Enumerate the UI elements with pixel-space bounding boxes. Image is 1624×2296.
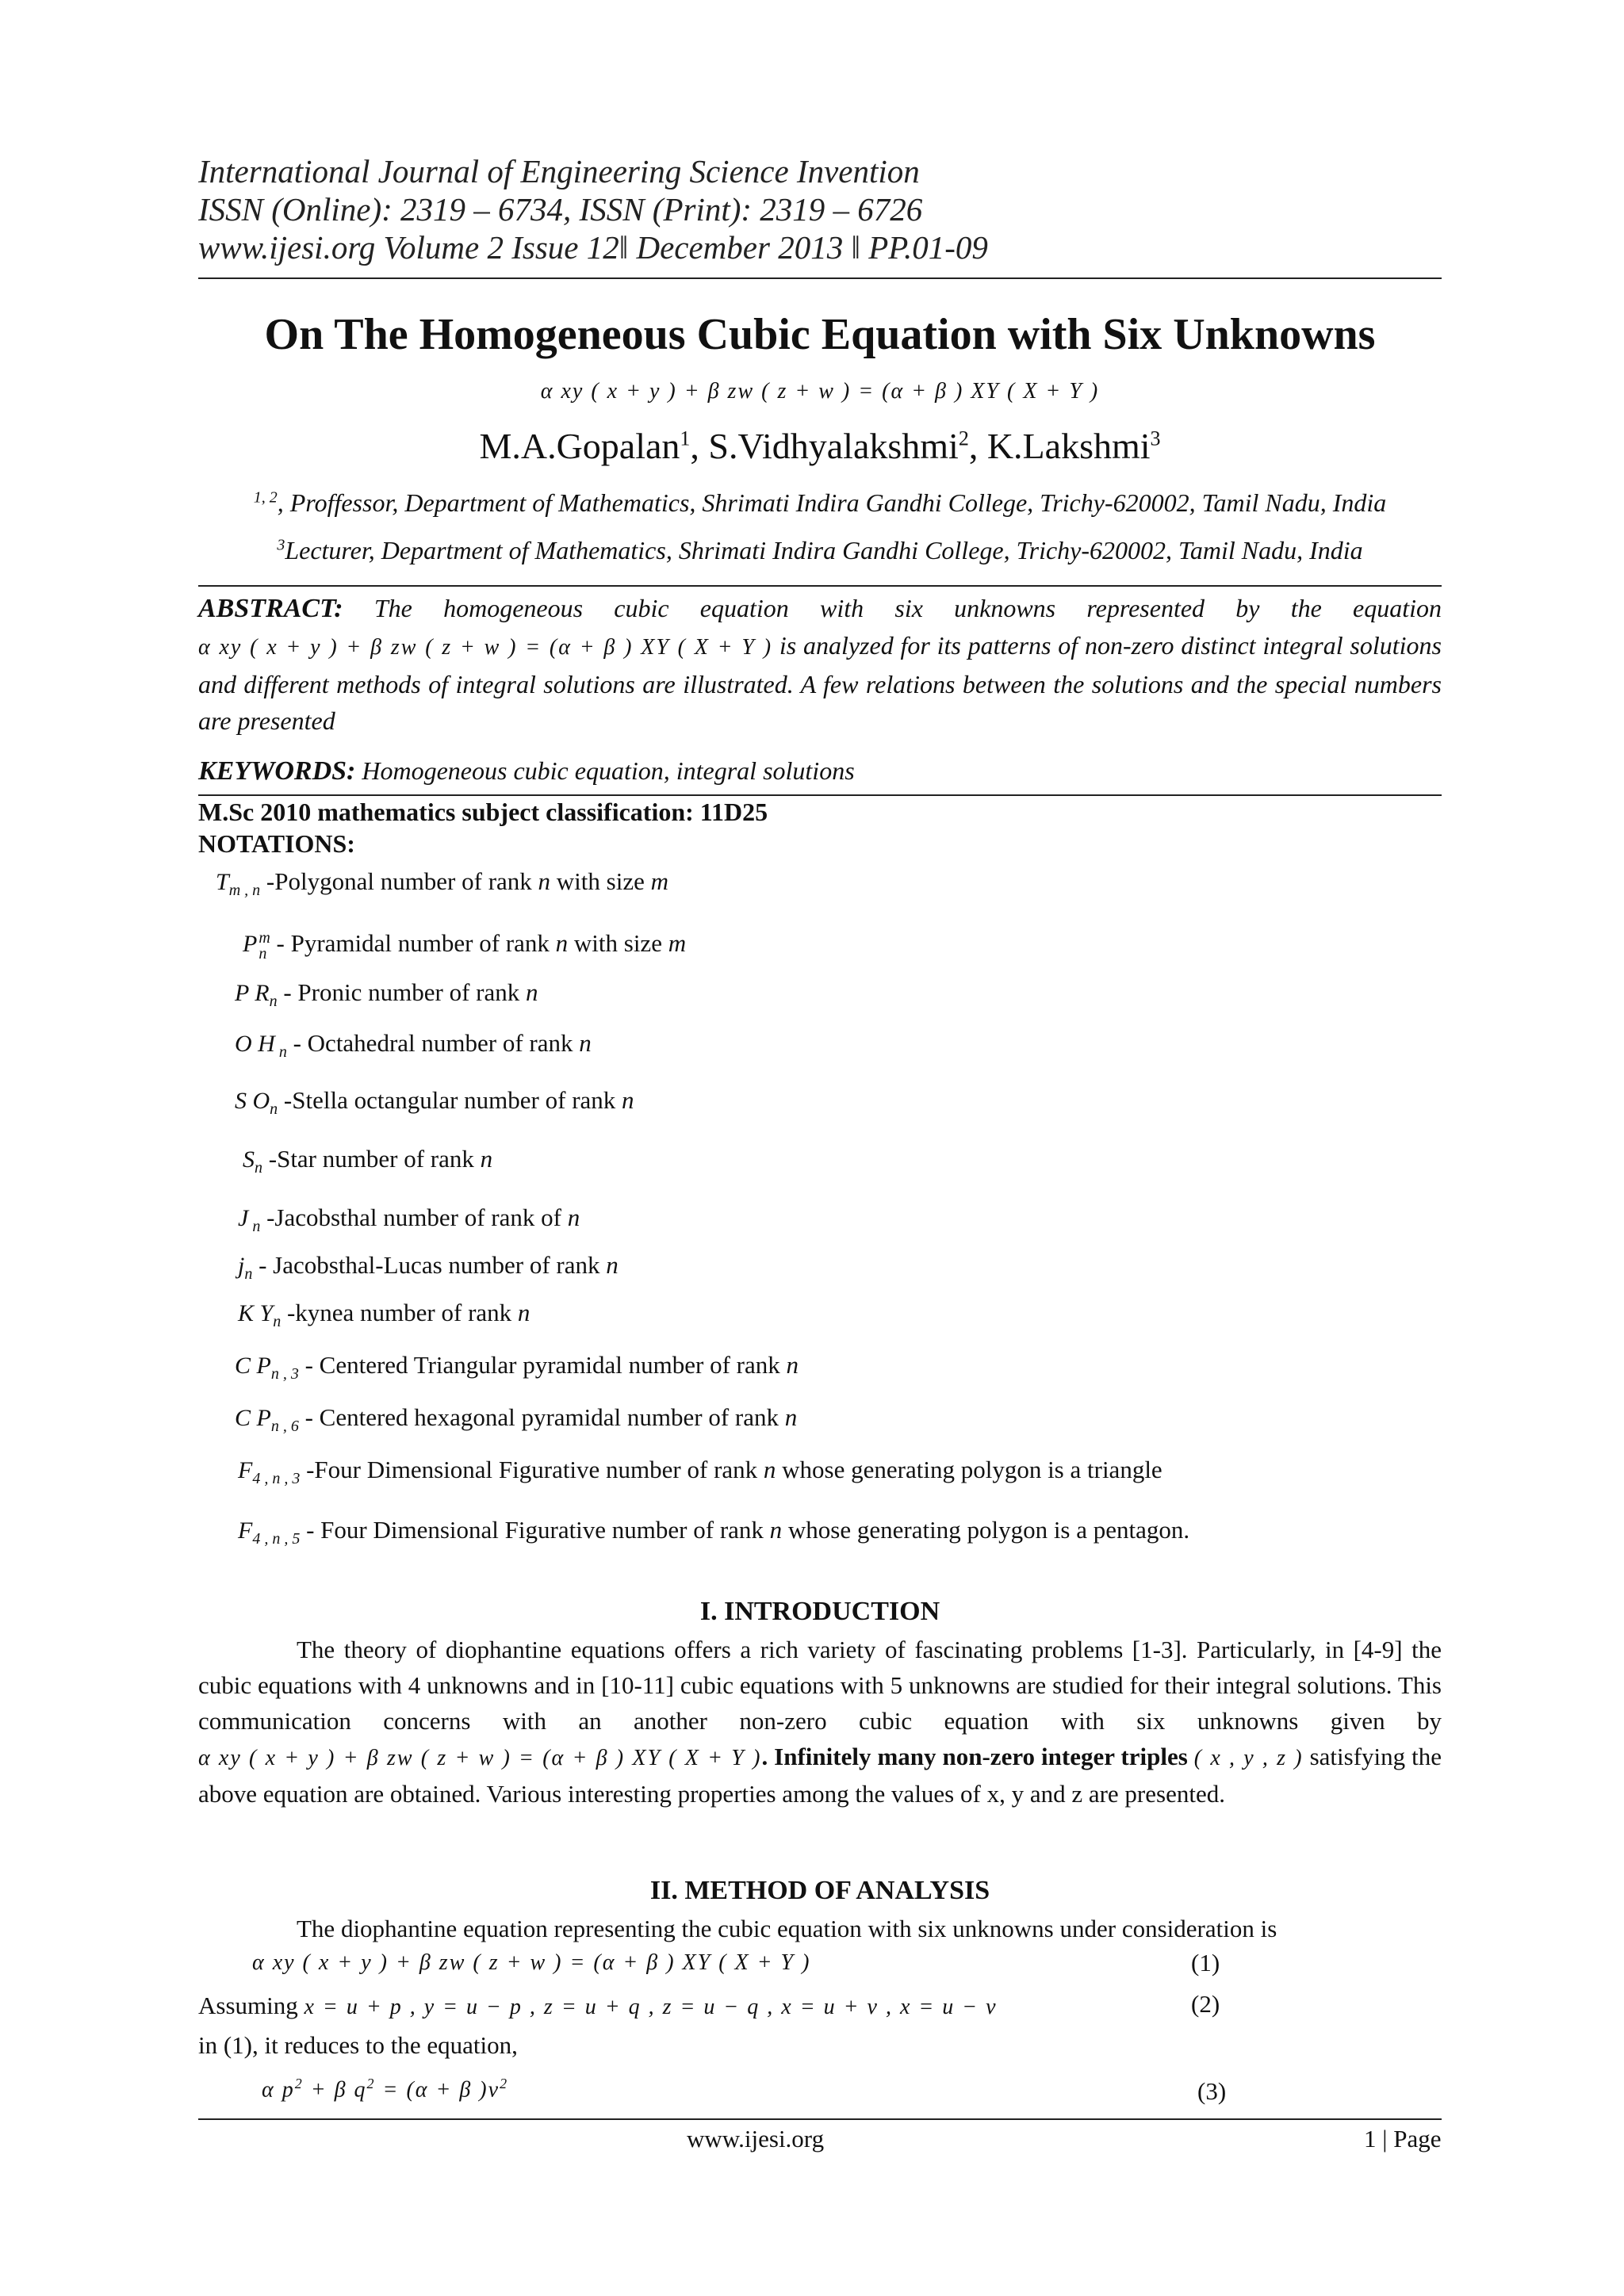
abstract-text-2: is analyzed for its patterns of non-zero distinct integral solutions and different methods of integral solutions are illustrated. A few relations between the solutions and the special numbers are presented (198, 631, 1442, 735)
affiliation-2-text: Lecturer, Department of Mathematics, Shrimati Indira Gandhi College, Trichy-620002, Tamil Nadu, India (285, 536, 1363, 564)
notation-item: $S_n$ -Star number of rank n (243, 1145, 493, 1177)
author-2: , S.Vidhyalakshmi (690, 426, 959, 466)
notations-heading: NOTATIONS: (198, 829, 355, 858)
equation-2: x = u + p , y = u − p , z = u + q , z = u − q , x = u + v , x = u − v (304, 1995, 998, 2019)
intro-text-2: . Infinitely many non-zero integer triples (761, 1743, 1188, 1770)
affiliation-2 (198, 536, 1442, 565)
equation-3 (262, 2076, 508, 2103)
footer-rule (198, 2118, 1442, 2120)
notation-symbol: S $O_n$ (235, 1088, 278, 1118)
keywords-text: Homogeneous cubic equation, integral solutions (355, 756, 855, 785)
notation-symbol: C $P_{n , 3}$ (235, 1353, 299, 1383)
notation-symbol: J $_n$ (238, 1205, 261, 1235)
reduces-text: in (1), it reduces to the equation, (198, 2031, 518, 2059)
notation-symbol: $F_{4 , n , 3}$ (238, 1457, 301, 1487)
notation-item: $j_n$ - Jacobsthal-Lucas number of rank n (238, 1251, 619, 1283)
notation-item: $F_{4 , n , 3}$ -Four Dimensional Figurative number of rank n whose generating polygon is a triangle (238, 1456, 1162, 1487)
abstract (198, 590, 1442, 739)
intro-text-3: satisfying the above equation are obtained. Various interesting properties among the values of x, y and z are presented. (198, 1743, 1442, 1808)
equation-2-line (198, 1992, 998, 2020)
notation-description: - Centered hexagonal pyramidal number of rank (298, 1403, 785, 1431)
notation-description: -Polygonal number of rank (260, 867, 538, 895)
notation-description: -kynea number of rank (281, 1299, 518, 1326)
abstract-label: ABSTRACT: (198, 594, 343, 623)
notation-symbol: P m n (243, 929, 270, 963)
author-3: , K.Lakshmi (968, 426, 1151, 466)
method-intro-text: The diophantine equation representing the cubic equation with six unknowns under consideration is (297, 1915, 1277, 1942)
journal-name: International Journal of Engineering Science Invention (198, 153, 920, 189)
header-rule (198, 277, 1442, 279)
author-3-sup: 3 (1150, 427, 1161, 450)
affiliation-1 (198, 488, 1442, 518)
footer-site: www.ijesi.org (687, 2125, 825, 2152)
notation-description: - Jacobsthal-Lucas number of rank (252, 1251, 607, 1279)
keywords-label: KEYWORDS: (198, 756, 356, 786)
notation-symbol: $j_n$ (238, 1253, 253, 1283)
notation-item: K $Y_n$ -kynea number of rank n (238, 1299, 530, 1330)
author-list (198, 425, 1442, 467)
method-heading: II. METHOD OF ANALYSIS (649, 1876, 990, 1905)
notation-description: -Stella octangular number of rank (278, 1086, 622, 1114)
notation-symbol: $S_n$ (243, 1146, 262, 1177)
notation-symbol: $F_{4 , n , 5}$ (238, 1517, 301, 1548)
notation-item: C $P_{n , 6}$ - Centered hexagonal pyramidal number of rank n (235, 1403, 798, 1435)
notation-item: P $R_n$ - Pronic number of rank n (235, 978, 538, 1010)
notation-description: - Pyramidal number of rank (270, 929, 556, 957)
intro-equation: α xy ( x + y ) + β zw ( z + w ) = (α + β ) XY ( X + Y ) (198, 1746, 762, 1770)
keywords (198, 756, 855, 786)
affiliation-2-sup: 3 (277, 536, 285, 554)
author-1: M.A.Gopalan (479, 426, 680, 466)
notation-description: -Jacobsthal number of rank of (260, 1203, 568, 1231)
equation-3-sup-a: 2 (294, 2076, 304, 2091)
introduction-heading: I. INTRODUCTION (699, 1597, 940, 1626)
notation-symbol: $T_{m , n}$ (216, 869, 261, 899)
notation-item: S $O_n$ -Stella octangular number of rank n (235, 1086, 634, 1118)
equation-3-number: (3) (1197, 2077, 1227, 2105)
abstract-equation: α xy ( x + y ) + β zw ( z + w ) = (α + β ) XY ( X + Y ) (198, 635, 773, 660)
affiliation-1-text: , Proffessor, Department of Mathematics, Shrimati Indira Gandhi College, Trichy-620002, Tamil Nadu, India (277, 488, 1387, 517)
equation-3-term-c: = (α + β )v (375, 2077, 500, 2103)
notation-description: - Centered Triangular pyramidal number of rank (298, 1351, 787, 1379)
notation-item: O H $_n$ - Octahedral number of rank n (235, 1029, 592, 1061)
notation-item: J $_n$ -Jacobsthal number of rank of n (238, 1203, 580, 1235)
introduction-paragraph (198, 1632, 1442, 1812)
notation-symbol: K $Y_n$ (238, 1300, 282, 1330)
author-1-sup: 1 (680, 427, 691, 450)
notation-item: $T_{m , n}$ -Polygonal number of rank n with size m (216, 867, 668, 899)
affiliation-1-sup: 1, 2 (253, 488, 278, 507)
paper-title: On The Homogeneous Cubic Equation with Six Unknowns (264, 310, 1376, 359)
notation-description: - Pronic number of rank (277, 978, 526, 1006)
journal-volume: www.ijesi.org Volume 2 Issue 12‖ December 2013 ‖ PP.01-09 (198, 229, 988, 266)
notation-symbol: P $R_n$ (235, 980, 278, 1010)
notation-description: -Four Dimensional Figurative number of rank (300, 1456, 764, 1483)
equation-3-term-a: α p (262, 2077, 295, 2103)
equation-1: α xy ( x + y ) + β zw ( z + w ) = (α + β ) XY ( X + Y ) (252, 1950, 811, 1975)
equation-2-number: (2) (1191, 1990, 1220, 2018)
notation-item: C $P_{n , 3}$ - Centered Triangular pyramidal number of rank n (235, 1351, 799, 1383)
title-equation: α xy ( x + y ) + β zw ( z + w ) = (α + β ) XY ( X + Y ) (540, 379, 1100, 404)
msc-classification: M.Sc 2010 mathematics subject classification: 11D25 (198, 798, 768, 826)
assuming-text: Assuming (198, 1992, 304, 2019)
abstract-rule (198, 585, 1442, 587)
equation-3-sup-b: 2 (366, 2076, 376, 2091)
equation-3-term-b: + β q (303, 2077, 367, 2103)
notation-item: $F_{4 , n , 5}$ - Four Dimensional Figurative number of rank n whose generating polygon is a pentagon. (238, 1516, 1190, 1548)
abstract-text-1: The homogeneous cubic equation with six unknowns represented by the equation (343, 594, 1442, 622)
notation-description: -Star number of rank (262, 1145, 481, 1173)
notation-symbol: O H $_n$ (235, 1031, 287, 1061)
notation-description: - Four Dimensional Figurative number of rank (300, 1516, 770, 1544)
journal-issn: ISSN (Online): 2319 – 6734, ISSN (Print): 2319 – 6726 (198, 191, 923, 228)
footer-page-number: 1 | Page (1364, 2125, 1442, 2152)
author-2-sup: 2 (958, 427, 969, 450)
keywords-rule (198, 794, 1442, 796)
journal-header (198, 152, 988, 266)
equation-1-number: (1) (1191, 1949, 1220, 1976)
intro-triple: ( x , y , z ) (1193, 1746, 1304, 1770)
notation-symbol: C $P_{n , 6}$ (235, 1405, 299, 1435)
intro-text-1: The theory of diophantine equations offers a rich variety of fascinating problems [1-3]. Particularly, in [4-9] the cubic equations with 4 unknowns and in [10-11] cubic equations with 5 unknowns are studied for their integral solutions. This communication concerns with an another non-zero cubic equation with six unknowns given by (198, 1636, 1442, 1735)
notation-description: - Octahedral number of rank (286, 1029, 580, 1057)
equation-3-sup-c: 2 (500, 2076, 509, 2091)
notation-item: P m n - Pyramidal number of rank n with size m (243, 929, 687, 963)
